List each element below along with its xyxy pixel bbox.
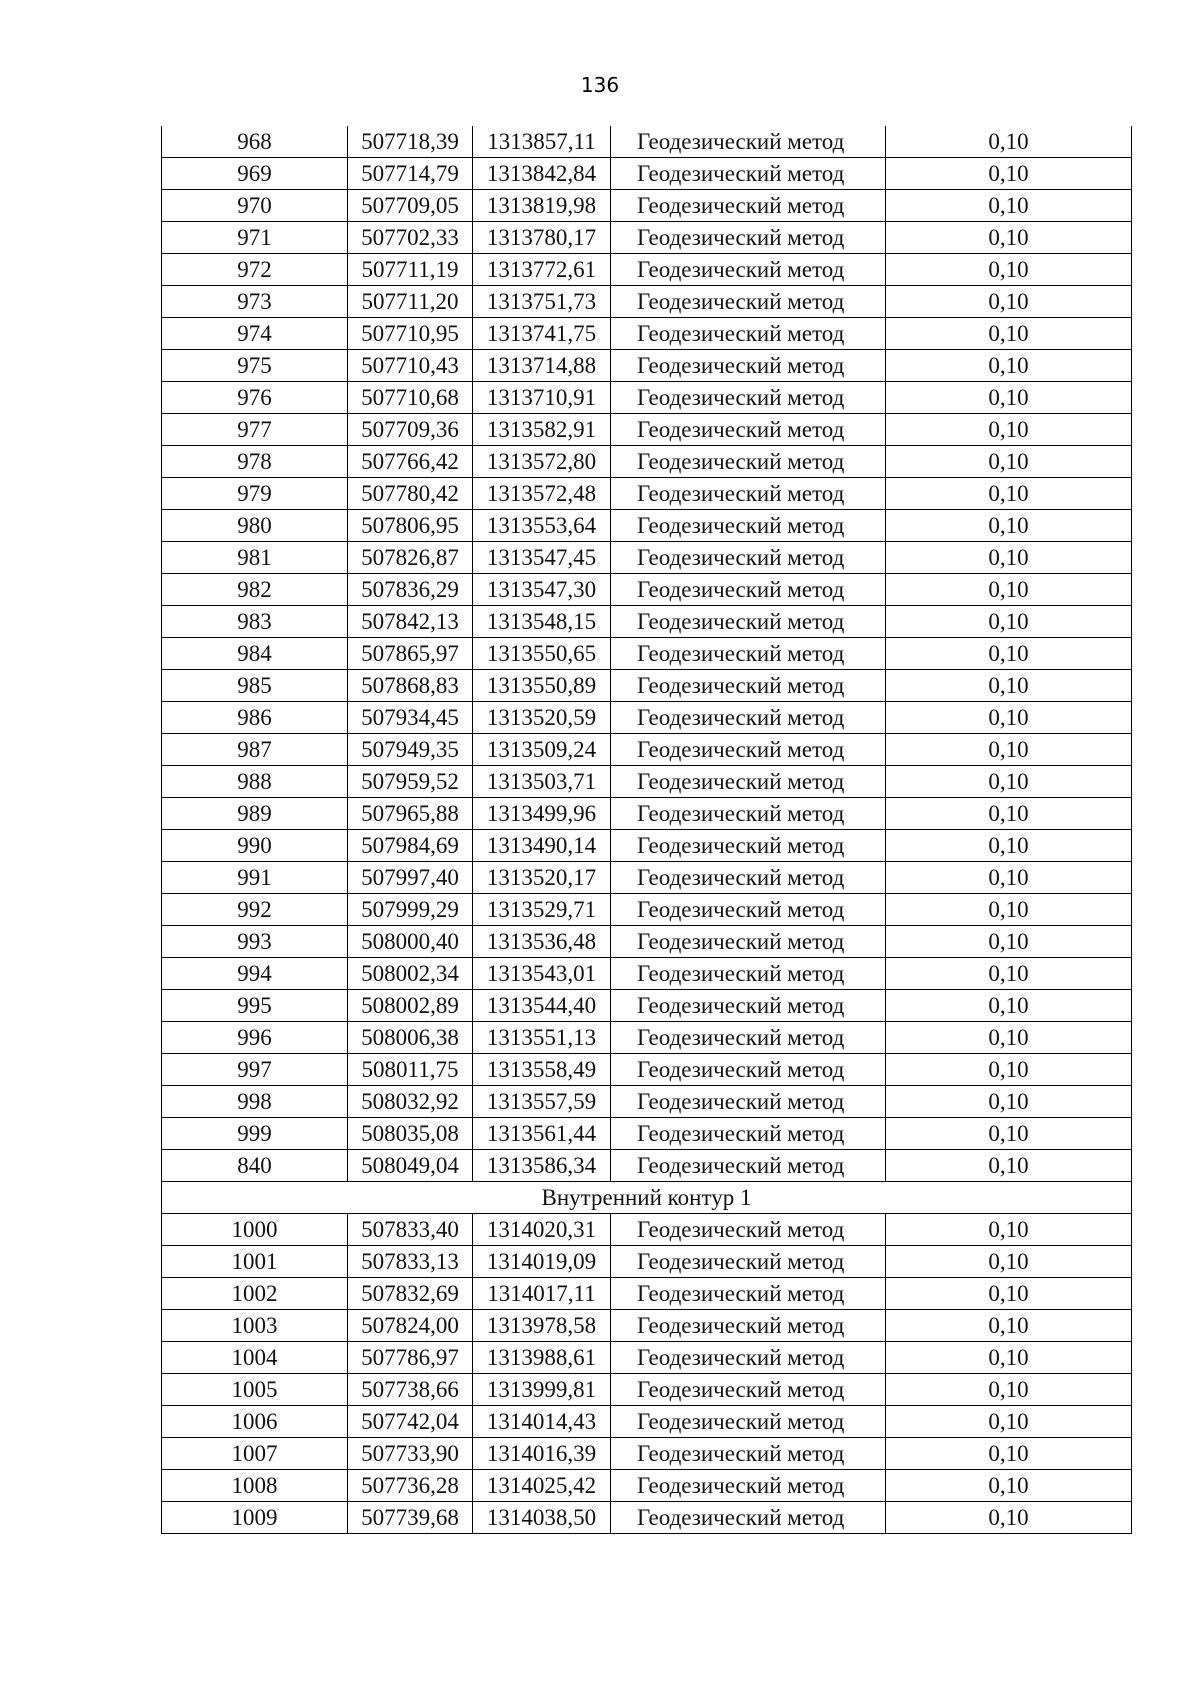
accuracy-cell: 0,10	[886, 1150, 1132, 1182]
x-coordinate-cell: 508011,75	[348, 1054, 473, 1086]
y-coordinate-cell: 1313572,80	[473, 446, 611, 478]
table-row	[162, 1214, 1132, 1246]
x-coordinate-cell: 507997,40	[348, 862, 473, 894]
table-row	[162, 670, 1132, 702]
method-cell: Геодезический метод	[611, 158, 886, 190]
method-cell: Геодезический метод	[611, 606, 886, 638]
y-coordinate-cell: 1313550,89	[473, 670, 611, 702]
point-number-cell: 969	[162, 158, 348, 190]
method-cell: Геодезический метод	[611, 990, 886, 1022]
x-coordinate-cell: 507733,90	[348, 1438, 473, 1470]
point-number-cell: 986	[162, 702, 348, 734]
x-coordinate-cell: 507842,13	[348, 606, 473, 638]
point-number-cell: 980	[162, 510, 348, 542]
accuracy-cell: 0,10	[886, 638, 1132, 670]
table-row	[162, 1118, 1132, 1150]
accuracy-cell: 0,10	[886, 126, 1132, 158]
y-coordinate-cell: 1313499,96	[473, 798, 611, 830]
accuracy-cell: 0,10	[886, 478, 1132, 510]
y-coordinate-cell: 1313503,71	[473, 766, 611, 798]
accuracy-cell: 0,10	[886, 318, 1132, 350]
table-row	[162, 990, 1132, 1022]
accuracy-cell: 0,10	[886, 1470, 1132, 1502]
point-number-cell: 999	[162, 1118, 348, 1150]
x-coordinate-cell: 507806,95	[348, 510, 473, 542]
x-coordinate-cell: 507766,42	[348, 446, 473, 478]
coordinates-table	[161, 126, 1132, 1534]
method-cell: Геодезический метод	[611, 830, 886, 862]
method-cell: Геодезический метод	[611, 222, 886, 254]
method-cell: Геодезический метод	[611, 1406, 886, 1438]
point-number-cell: 976	[162, 382, 348, 414]
x-coordinate-cell: 507736,28	[348, 1470, 473, 1502]
accuracy-cell: 0,10	[886, 766, 1132, 798]
accuracy-cell: 0,10	[886, 1214, 1132, 1246]
x-coordinate-cell: 507709,36	[348, 414, 473, 446]
x-coordinate-cell: 507742,04	[348, 1406, 473, 1438]
accuracy-cell: 0,10	[886, 606, 1132, 638]
x-coordinate-cell: 507710,68	[348, 382, 473, 414]
accuracy-cell: 0,10	[886, 894, 1132, 926]
table-row	[162, 958, 1132, 990]
table-row	[162, 222, 1132, 254]
method-cell: Геодезический метод	[611, 702, 886, 734]
accuracy-cell: 0,10	[886, 830, 1132, 862]
method-cell: Геодезический метод	[611, 286, 886, 318]
x-coordinate-cell: 507949,35	[348, 734, 473, 766]
y-coordinate-cell: 1313842,84	[473, 158, 611, 190]
point-number-cell: 983	[162, 606, 348, 638]
method-cell: Геодезический метод	[611, 1054, 886, 1086]
accuracy-cell: 0,10	[886, 446, 1132, 478]
point-number-cell: 972	[162, 254, 348, 286]
x-coordinate-cell: 508002,34	[348, 958, 473, 990]
point-number-cell: 970	[162, 190, 348, 222]
y-coordinate-cell: 1314016,39	[473, 1438, 611, 1470]
accuracy-cell: 0,10	[886, 958, 1132, 990]
table-row	[162, 894, 1132, 926]
x-coordinate-cell: 508049,04	[348, 1150, 473, 1182]
table-row	[162, 574, 1132, 606]
table-row	[162, 190, 1132, 222]
x-coordinate-cell: 508032,92	[348, 1086, 473, 1118]
y-coordinate-cell: 1313551,13	[473, 1022, 611, 1054]
x-coordinate-cell: 508002,89	[348, 990, 473, 1022]
table-row	[162, 126, 1132, 158]
accuracy-cell: 0,10	[886, 190, 1132, 222]
x-coordinate-cell: 507984,69	[348, 830, 473, 862]
accuracy-cell: 0,10	[886, 1342, 1132, 1374]
point-number-cell: 977	[162, 414, 348, 446]
point-number-cell: 1002	[162, 1278, 348, 1310]
point-number-cell: 985	[162, 670, 348, 702]
x-coordinate-cell: 507832,69	[348, 1278, 473, 1310]
y-coordinate-cell: 1313857,11	[473, 126, 611, 158]
section-title: Внутренний контур 1	[162, 1182, 1132, 1214]
method-cell: Геодезический метод	[611, 574, 886, 606]
method-cell: Геодезический метод	[611, 414, 886, 446]
method-cell: Геодезический метод	[611, 1342, 886, 1374]
table-row	[162, 286, 1132, 318]
method-cell: Геодезический метод	[611, 1470, 886, 1502]
table-row	[162, 862, 1132, 894]
point-number-cell: 1006	[162, 1406, 348, 1438]
method-cell: Геодезический метод	[611, 1310, 886, 1342]
point-number-cell: 987	[162, 734, 348, 766]
method-cell: Геодезический метод	[611, 638, 886, 670]
x-coordinate-cell: 507824,00	[348, 1310, 473, 1342]
method-cell: Геодезический метод	[611, 254, 886, 286]
y-coordinate-cell: 1313544,40	[473, 990, 611, 1022]
y-coordinate-cell: 1313520,17	[473, 862, 611, 894]
y-coordinate-cell: 1314014,43	[473, 1406, 611, 1438]
method-cell: Геодезический метод	[611, 862, 886, 894]
table-row	[162, 1406, 1132, 1438]
method-cell: Геодезический метод	[611, 1086, 886, 1118]
accuracy-cell: 0,10	[886, 1502, 1132, 1534]
table-row	[162, 734, 1132, 766]
y-coordinate-cell: 1313988,61	[473, 1342, 611, 1374]
y-coordinate-cell: 1314038,50	[473, 1502, 611, 1534]
x-coordinate-cell: 507710,43	[348, 350, 473, 382]
accuracy-cell: 0,10	[886, 1374, 1132, 1406]
table-row	[162, 382, 1132, 414]
point-number-cell: 978	[162, 446, 348, 478]
table-row	[162, 318, 1132, 350]
accuracy-cell: 0,10	[886, 862, 1132, 894]
table-row	[162, 1342, 1132, 1374]
y-coordinate-cell: 1314019,09	[473, 1246, 611, 1278]
accuracy-cell: 0,10	[886, 1310, 1132, 1342]
x-coordinate-cell: 507959,52	[348, 766, 473, 798]
y-coordinate-cell: 1313710,91	[473, 382, 611, 414]
point-number-cell: 1005	[162, 1374, 348, 1406]
y-coordinate-cell: 1313741,75	[473, 318, 611, 350]
table-row	[162, 1374, 1132, 1406]
point-number-cell: 1000	[162, 1214, 348, 1246]
point-number-cell: 1008	[162, 1470, 348, 1502]
point-number-cell: 989	[162, 798, 348, 830]
point-number-cell: 992	[162, 894, 348, 926]
x-coordinate-cell: 507836,29	[348, 574, 473, 606]
y-coordinate-cell: 1313553,64	[473, 510, 611, 542]
method-cell: Геодезический метод	[611, 446, 886, 478]
point-number-cell: 1003	[162, 1310, 348, 1342]
y-coordinate-cell: 1313751,73	[473, 286, 611, 318]
y-coordinate-cell: 1313548,15	[473, 606, 611, 638]
accuracy-cell: 0,10	[886, 702, 1132, 734]
point-number-cell: 998	[162, 1086, 348, 1118]
x-coordinate-cell: 507786,97	[348, 1342, 473, 1374]
accuracy-cell: 0,10	[886, 926, 1132, 958]
point-number-cell: 991	[162, 862, 348, 894]
point-number-cell: 995	[162, 990, 348, 1022]
table-row	[162, 1278, 1132, 1310]
y-coordinate-cell: 1313819,98	[473, 190, 611, 222]
accuracy-cell: 0,10	[886, 286, 1132, 318]
accuracy-cell: 0,10	[886, 1278, 1132, 1310]
accuracy-cell: 0,10	[886, 1438, 1132, 1470]
x-coordinate-cell: 507826,87	[348, 542, 473, 574]
y-coordinate-cell: 1313490,14	[473, 830, 611, 862]
accuracy-cell: 0,10	[886, 1086, 1132, 1118]
accuracy-cell: 0,10	[886, 670, 1132, 702]
accuracy-cell: 0,10	[886, 510, 1132, 542]
table-row	[162, 1150, 1132, 1182]
table-row	[162, 350, 1132, 382]
x-coordinate-cell: 507999,29	[348, 894, 473, 926]
table-row	[162, 1054, 1132, 1086]
accuracy-cell: 0,10	[886, 222, 1132, 254]
point-number-cell: 984	[162, 638, 348, 670]
table-row	[162, 414, 1132, 446]
x-coordinate-cell: 507865,97	[348, 638, 473, 670]
x-coordinate-cell: 508000,40	[348, 926, 473, 958]
table-row	[162, 798, 1132, 830]
table-row	[162, 254, 1132, 286]
point-number-cell: 1001	[162, 1246, 348, 1278]
method-cell: Геодезический метод	[611, 1246, 886, 1278]
y-coordinate-cell: 1313520,59	[473, 702, 611, 734]
x-coordinate-cell: 507965,88	[348, 798, 473, 830]
point-number-cell: 982	[162, 574, 348, 606]
point-number-cell: 973	[162, 286, 348, 318]
y-coordinate-cell: 1313586,34	[473, 1150, 611, 1182]
method-cell: Геодезический метод	[611, 1118, 886, 1150]
y-coordinate-cell: 1313550,65	[473, 638, 611, 670]
table-row	[162, 1310, 1132, 1342]
x-coordinate-cell: 507710,95	[348, 318, 473, 350]
method-cell: Геодезический метод	[611, 190, 886, 222]
method-cell: Геодезический метод	[611, 670, 886, 702]
x-coordinate-cell: 507833,13	[348, 1246, 473, 1278]
point-number-cell: 1009	[162, 1502, 348, 1534]
y-coordinate-cell: 1313558,49	[473, 1054, 611, 1086]
method-cell: Геодезический метод	[611, 1278, 886, 1310]
method-cell: Геодезический метод	[611, 1374, 886, 1406]
y-coordinate-cell: 1313536,48	[473, 926, 611, 958]
y-coordinate-cell: 1313509,24	[473, 734, 611, 766]
y-coordinate-cell: 1313714,88	[473, 350, 611, 382]
y-coordinate-cell: 1313557,59	[473, 1086, 611, 1118]
table-row	[162, 1502, 1132, 1534]
page-number: 136	[580, 73, 620, 97]
table-row	[162, 478, 1132, 510]
accuracy-cell: 0,10	[886, 542, 1132, 574]
y-coordinate-cell: 1313772,61	[473, 254, 611, 286]
accuracy-cell: 0,10	[886, 1022, 1132, 1054]
method-cell: Геодезический метод	[611, 958, 886, 990]
point-number-cell: 971	[162, 222, 348, 254]
table-row	[162, 926, 1132, 958]
accuracy-cell: 0,10	[886, 254, 1132, 286]
table-row	[162, 702, 1132, 734]
accuracy-cell: 0,10	[886, 574, 1132, 606]
table-row	[162, 766, 1132, 798]
coordinates-table-body	[162, 126, 1132, 1534]
y-coordinate-cell: 1313999,81	[473, 1374, 611, 1406]
method-cell: Геодезический метод	[611, 126, 886, 158]
y-coordinate-cell: 1313547,45	[473, 542, 611, 574]
table-row	[162, 638, 1132, 670]
accuracy-cell: 0,10	[886, 1054, 1132, 1086]
point-number-cell: 997	[162, 1054, 348, 1086]
x-coordinate-cell: 507934,45	[348, 702, 473, 734]
method-cell: Геодезический метод	[611, 766, 886, 798]
x-coordinate-cell: 507738,66	[348, 1374, 473, 1406]
y-coordinate-cell: 1313543,01	[473, 958, 611, 990]
point-number-cell: 975	[162, 350, 348, 382]
method-cell: Геодезический метод	[611, 926, 886, 958]
table-row	[162, 542, 1132, 574]
table-row	[162, 1246, 1132, 1278]
y-coordinate-cell: 1314020,31	[473, 1214, 611, 1246]
x-coordinate-cell: 507833,40	[348, 1214, 473, 1246]
y-coordinate-cell: 1313529,71	[473, 894, 611, 926]
method-cell: Геодезический метод	[611, 894, 886, 926]
accuracy-cell: 0,10	[886, 1118, 1132, 1150]
y-coordinate-cell: 1314017,11	[473, 1278, 611, 1310]
table-row	[162, 1470, 1132, 1502]
accuracy-cell: 0,10	[886, 734, 1132, 766]
x-coordinate-cell: 507739,68	[348, 1502, 473, 1534]
method-cell: Геодезический метод	[611, 318, 886, 350]
accuracy-cell: 0,10	[886, 414, 1132, 446]
accuracy-cell: 0,10	[886, 798, 1132, 830]
point-number-cell: 1007	[162, 1438, 348, 1470]
point-number-cell: 1004	[162, 1342, 348, 1374]
accuracy-cell: 0,10	[886, 382, 1132, 414]
y-coordinate-cell: 1313572,48	[473, 478, 611, 510]
accuracy-cell: 0,10	[886, 1406, 1132, 1438]
point-number-cell: 988	[162, 766, 348, 798]
y-coordinate-cell: 1313547,30	[473, 574, 611, 606]
method-cell: Геодезический метод	[611, 734, 886, 766]
x-coordinate-cell: 507709,05	[348, 190, 473, 222]
x-coordinate-cell: 507714,79	[348, 158, 473, 190]
x-coordinate-cell: 507711,19	[348, 254, 473, 286]
method-cell: Геодезический метод	[611, 478, 886, 510]
method-cell: Геодезический метод	[611, 1214, 886, 1246]
section-row	[162, 1182, 1132, 1214]
table-row	[162, 1438, 1132, 1470]
y-coordinate-cell: 1313978,58	[473, 1310, 611, 1342]
point-number-cell: 968	[162, 126, 348, 158]
method-cell: Геодезический метод	[611, 1022, 886, 1054]
point-number-cell: 990	[162, 830, 348, 862]
method-cell: Геодезический метод	[611, 798, 886, 830]
y-coordinate-cell: 1313780,17	[473, 222, 611, 254]
y-coordinate-cell: 1313561,44	[473, 1118, 611, 1150]
table-row	[162, 446, 1132, 478]
x-coordinate-cell: 508006,38	[348, 1022, 473, 1054]
method-cell: Геодезический метод	[611, 510, 886, 542]
point-number-cell: 974	[162, 318, 348, 350]
table-row	[162, 158, 1132, 190]
point-number-cell: 981	[162, 542, 348, 574]
accuracy-cell: 0,10	[886, 1246, 1132, 1278]
table-row	[162, 1022, 1132, 1054]
x-coordinate-cell: 507718,39	[348, 126, 473, 158]
accuracy-cell: 0,10	[886, 990, 1132, 1022]
point-number-cell: 979	[162, 478, 348, 510]
table-row	[162, 830, 1132, 862]
accuracy-cell: 0,10	[886, 158, 1132, 190]
point-number-cell: 994	[162, 958, 348, 990]
table-row	[162, 606, 1132, 638]
table-row	[162, 1086, 1132, 1118]
y-coordinate-cell: 1314025,42	[473, 1470, 611, 1502]
point-number-cell: 840	[162, 1150, 348, 1182]
table-row	[162, 510, 1132, 542]
accuracy-cell: 0,10	[886, 350, 1132, 382]
point-number-cell: 996	[162, 1022, 348, 1054]
point-number-cell: 993	[162, 926, 348, 958]
method-cell: Геодезический метод	[611, 382, 886, 414]
method-cell: Геодезический метод	[611, 542, 886, 574]
method-cell: Геодезический метод	[611, 1438, 886, 1470]
x-coordinate-cell: 507711,20	[348, 286, 473, 318]
x-coordinate-cell: 507702,33	[348, 222, 473, 254]
method-cell: Геодезический метод	[611, 350, 886, 382]
x-coordinate-cell: 507868,83	[348, 670, 473, 702]
x-coordinate-cell: 507780,42	[348, 478, 473, 510]
method-cell: Геодезический метод	[611, 1150, 886, 1182]
method-cell: Геодезический метод	[611, 1502, 886, 1534]
y-coordinate-cell: 1313582,91	[473, 414, 611, 446]
x-coordinate-cell: 508035,08	[348, 1118, 473, 1150]
